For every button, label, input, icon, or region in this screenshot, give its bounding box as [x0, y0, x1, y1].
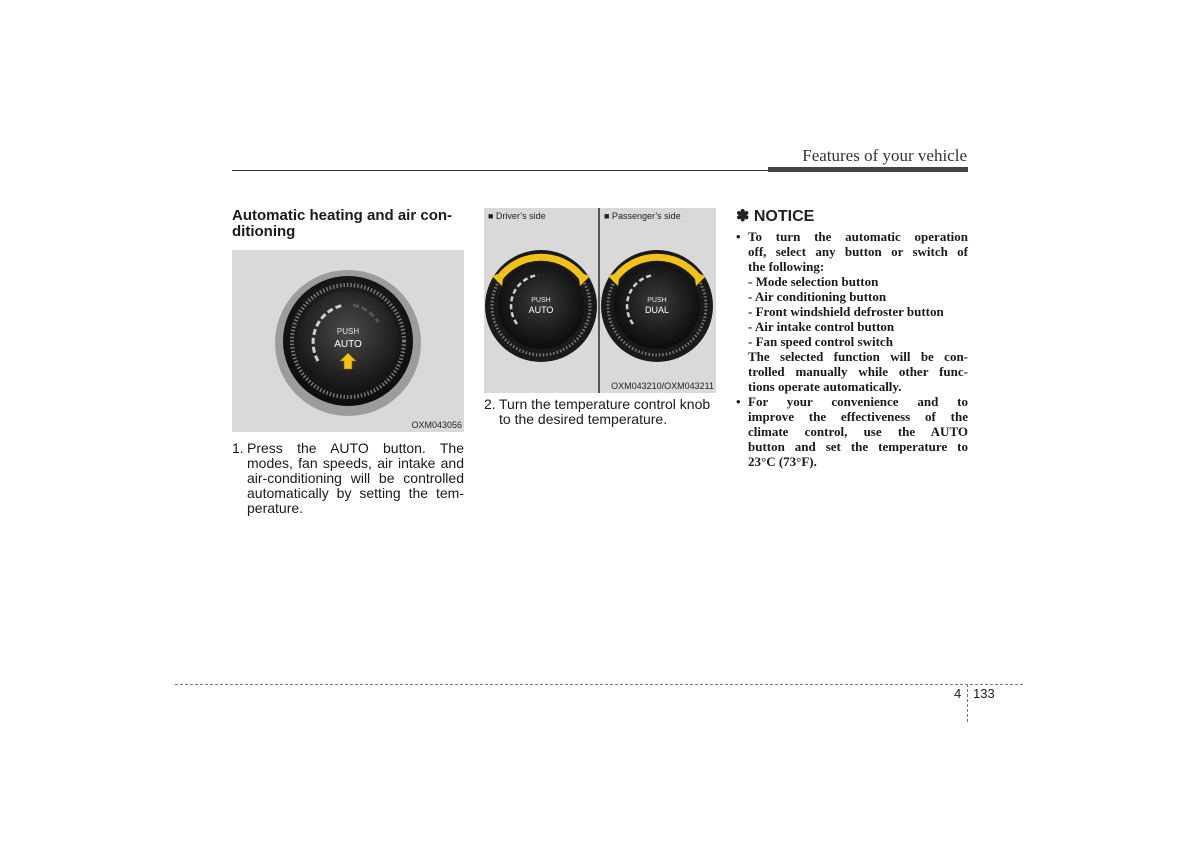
dual-knob-illustration [484, 208, 716, 393]
notice-line: 23°C (73°F). [748, 454, 817, 469]
auto-button-figure [232, 250, 464, 432]
notice-line: - Fan speed control switch [748, 334, 893, 349]
passengers-side-label: ■ Passenger’s side [604, 211, 681, 221]
notice-line: improve the effectiveness of the [748, 409, 968, 424]
footer-rule [175, 684, 1023, 685]
step-text-line: automatically by setting the tem- [247, 485, 464, 501]
auto-knob-illustration [232, 250, 464, 432]
bullet: • [736, 229, 741, 244]
header-rule-accent [768, 167, 968, 172]
figure-code: OXM043056 [411, 420, 462, 430]
notice-line: - Air intake control button [748, 319, 895, 334]
notice-line: the following: [748, 259, 825, 274]
step-text-line: to the desired temperature. [499, 411, 668, 427]
knob-push-label: PUSH [336, 327, 360, 336]
right-knob-dual-label: DUAL [644, 305, 670, 315]
section-title-line: Automatic heating and air con- [232, 207, 453, 224]
notice-line: - Front windshield defroster button [748, 304, 944, 319]
notice-line: - Mode selection button [748, 274, 879, 289]
step-text-line: air-conditioning will be controlled [247, 470, 464, 486]
figure-code: OXM043210/OXM043211 [611, 381, 714, 391]
notice-line: trolled manually while other func- [748, 364, 968, 379]
bullet: • [736, 394, 741, 409]
footer-divider [967, 684, 968, 722]
notice-line: button and set the temperature to [748, 439, 968, 454]
notice-title: ✽ NOTICE [736, 208, 815, 225]
left-knob-auto-label: AUTO [528, 305, 554, 315]
notice-line: The selected function will be con- [748, 349, 968, 364]
notice-line: tions operate automatically. [748, 379, 902, 394]
step-text-line: perature. [247, 500, 304, 516]
notice-line: - Air conditioning button [748, 289, 887, 304]
step-text-line: modes, fan speeds, air intake and [247, 455, 464, 471]
left-knob-push-label: PUSH [531, 297, 551, 304]
footer-page-number: 133 [973, 686, 995, 701]
footer-section-number: 4 [954, 686, 962, 701]
page-header-title: Features of your vehicle [802, 146, 967, 165]
temperature-knob-figure [484, 208, 716, 393]
notice-line: To turn the automatic operation [748, 229, 968, 244]
section-title-line: ditioning [232, 223, 296, 240]
section-title [232, 208, 468, 240]
drivers-side-label: ■ Driver’s side [488, 211, 546, 221]
step-text-line: Turn the temperature control knob [499, 396, 711, 412]
step-number: 1. [232, 440, 244, 456]
notice-line: climate control, use the AUTO [748, 424, 968, 439]
right-knob-push-label: PUSH [647, 297, 667, 304]
step-number: 2. [484, 396, 496, 412]
knob-auto-label: AUTO [334, 339, 362, 350]
notice-line: off, select any button or switch of [748, 244, 968, 259]
step-text-line: Press the AUTO button. The [247, 440, 464, 456]
notice-body [736, 229, 968, 469]
notice-line: For your convenience and to [748, 394, 968, 409]
